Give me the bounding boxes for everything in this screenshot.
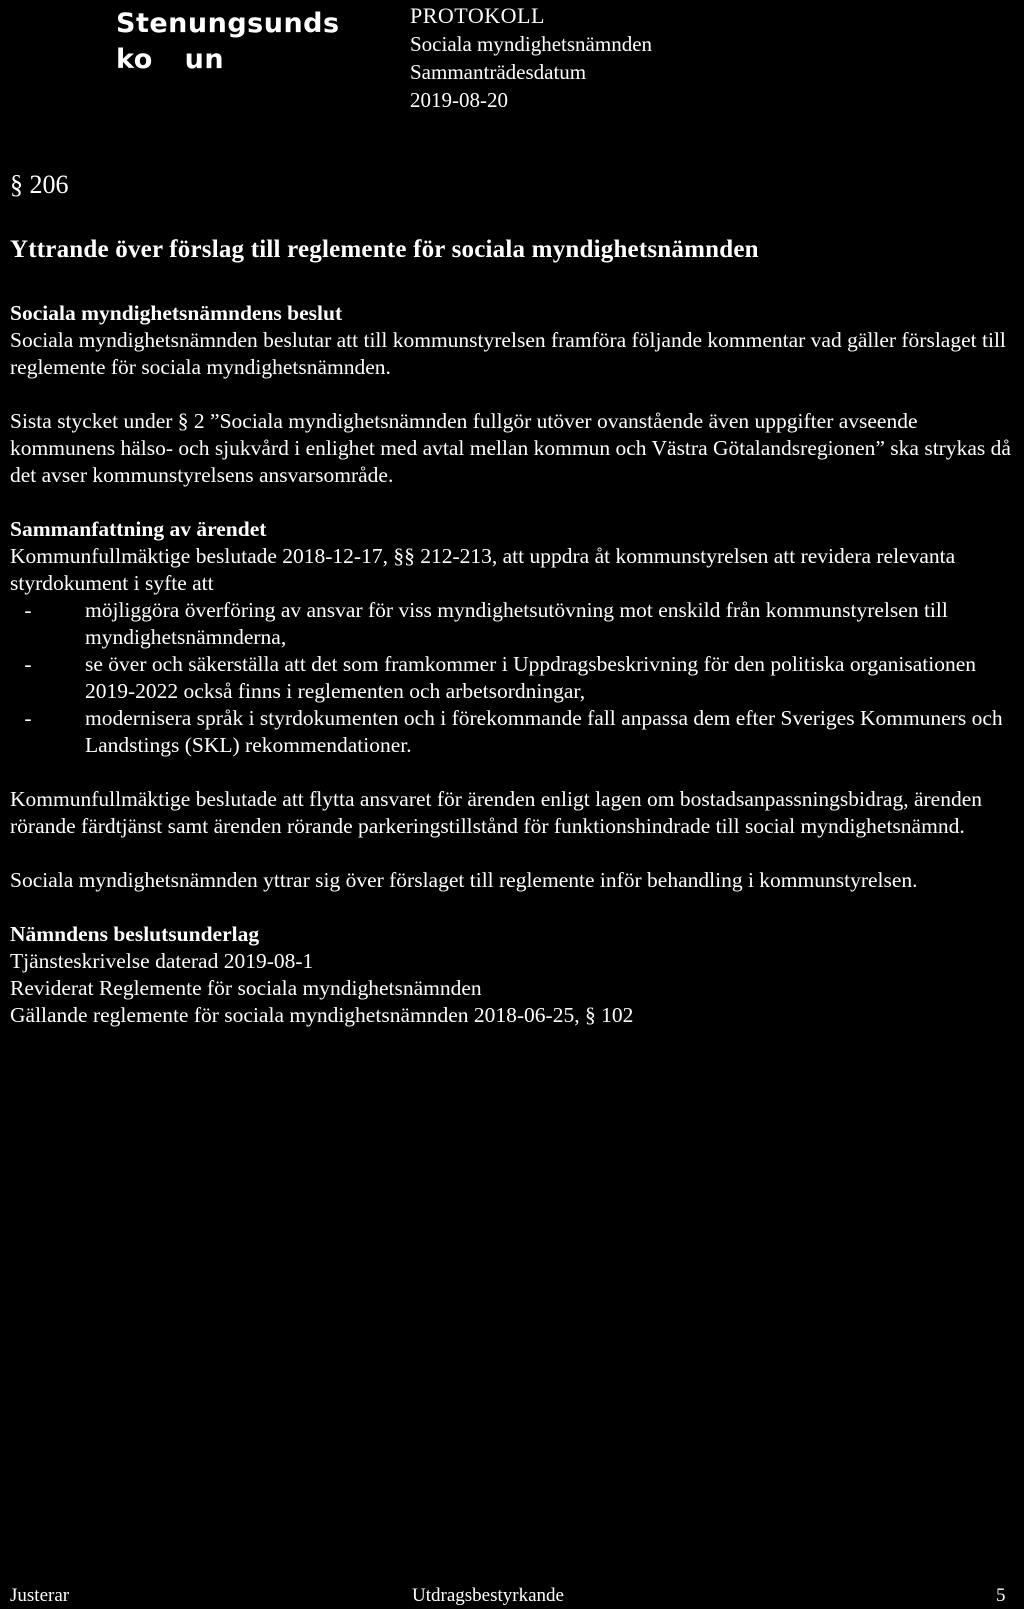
- doc-type: PROTOKOLL: [410, 3, 545, 28]
- summary-paragraph-3: Sociala myndighetsnämnden yttrar sig över förslaget till reglemente inför behandling i kommunstyrelsen.: [10, 868, 918, 892]
- page-number: 5: [996, 1585, 1006, 1606]
- list-item: [10, 597, 1015, 651]
- document-body: [10, 300, 1015, 1029]
- decision-comment: Sista stycket under § 2 ”Sociala myndighetsnämnden fullgör utöver ovanstående även uppgifter avseende kommunens hälso- och sjukvård i enlighet med avtal mellan kommun och Västra Götalandsregionen” ska strykas då det avser kommunstyrelsens ansvarsområde.: [10, 409, 1011, 487]
- paragraph-number: § 206: [10, 170, 69, 199]
- list-dash: -: [24, 706, 32, 730]
- list-item-text: se över och säkerställa att det som framkommer i Uppdragsbeskrivning för den politiska organisationen 2019-2022 också finns i reglementen och arbetsordningar,: [85, 652, 977, 703]
- list-dash: -: [24, 652, 32, 676]
- summary-section: [10, 516, 1015, 894]
- basis-item: Gällande reglemente för sociala myndighetsnämnden 2018-06-25, § 102: [10, 1003, 634, 1027]
- summary-heading: Sammanfattning av ärendet: [10, 517, 267, 541]
- decision-heading: Sociala myndighetsnämndens beslut: [10, 301, 343, 325]
- list-dash: -: [24, 598, 32, 622]
- list-item: [10, 651, 1015, 705]
- summary-bullet-list: [10, 597, 1015, 759]
- summary-intro: Kommunfullmäktige beslutade 2018-12-17, §§ 212-213, att uppdra åt kommunstyrelsen att revidera relevanta styrdokument i syfte att: [10, 544, 956, 595]
- decision-section: [10, 300, 1015, 489]
- protocol-header: [410, 2, 652, 114]
- meeting-date: 2019-08-20: [410, 88, 508, 112]
- logo-line-1: Stenungsunds: [116, 8, 340, 39]
- basis-item: Reviderat Reglemente för sociala myndighetsnämnden: [10, 976, 482, 1000]
- municipality-logo: [116, 6, 340, 78]
- list-item: [10, 705, 1015, 759]
- logo-line-2: ko un: [116, 44, 225, 75]
- committee-name: Sociala myndighetsnämnden: [410, 32, 653, 56]
- basis-section: [10, 921, 1015, 1029]
- basis-heading: Nämndens beslutsunderlag: [10, 922, 260, 946]
- list-item-text: möjliggöra överföring av ansvar för viss myndighetsutövning mot enskild från kommunstyrelsen till myndighetsnämnderna,: [85, 598, 948, 649]
- summary-paragraph-2: Kommunfullmäktige beslutade att flytta ansvaret för ärenden enligt lagen om bostadsanpassningsbidrag, ärenden rörande färdtjänst samt ärenden rörande parkeringstillstånd för funktionshindrade till social myndighetsnämnd.: [10, 787, 982, 838]
- date-label: Sammanträdesdatum: [410, 60, 587, 84]
- footer-utdragsbestyrkande: Utdragsbestyrkande: [412, 1585, 564, 1606]
- decision-text: Sociala myndighetsnämnden beslutar att till kommunstyrelsen framföra följande kommentar vad gäller förslaget till reglemente för sociala myndighetsnämnden.: [10, 328, 1006, 379]
- list-item-text: modernisera språk i styrdokumenten och i förekommande fall anpassa dem efter Sveriges Kommuners och Landstings (SKL) rekommendationer.: [85, 706, 1003, 757]
- page-title: Yttrande över förslag till reglemente för sociala myndighetsnämnden: [10, 236, 759, 263]
- basis-item: Tjänsteskrivelse daterad 2019-08-1: [10, 949, 314, 973]
- footer-justerare: Justerar: [10, 1585, 70, 1606]
